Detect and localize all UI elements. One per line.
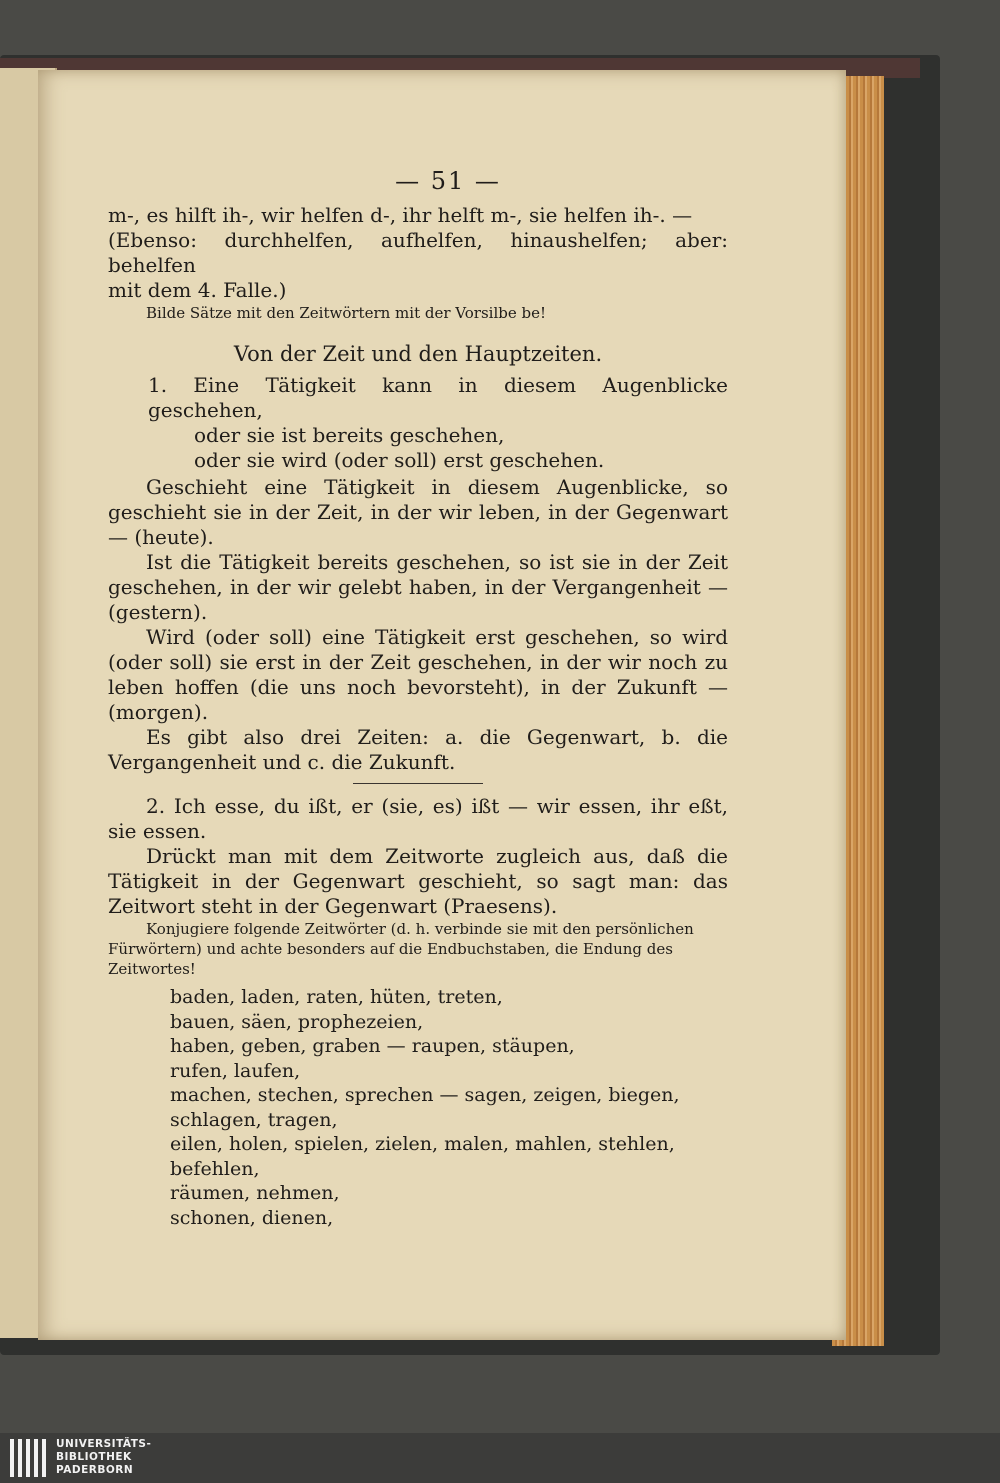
library-name-line: UNIVERSITÄTS- [56,1438,152,1450]
exercise-line: Bilde Sätze mit den Zeitwörtern mit der Vorsilbe be! [146,304,546,322]
text-line: mit dem 4. Falle.) [108,278,287,302]
library-footer [0,1433,1000,1483]
paragraph: oder sie wird (oder soll) erst geschehen. [194,448,605,472]
divider [353,783,483,784]
paragraph: Wird (oder soll) eine Tätigkeit erst geschehen, so wird (oder soll) sie erst in der Zeit geschehen, in der wir noch zu leben hoffen (die uns noch bevorsteht), in der Zukunft — (morgen). [108,625,728,724]
library-name [56,1438,151,1477]
paragraph: Ist die Tätigkeit bereits geschehen, so ist sie in der Zeit geschehen, in der wir gelebt haben, in der Vergangenheit — (gestern). [108,550,728,624]
verb-line: schonen, dienen, [170,1206,334,1229]
page-content [108,167,728,1230]
paragraph: Es gibt also drei Zeiten: a. die Gegenwart, b. die Vergangenheit und c. die Zukunft. [108,725,728,774]
paragraph: oder sie ist bereits geschehen, [194,423,505,447]
library-name-line: PADERBORN [56,1464,134,1476]
section-heading: Von der Zeit und den Hauptzeiten. [233,342,603,366]
verb-line: baden, laden, raten, hüten, treten, [170,986,503,1008]
paragraph: 1. Eine Tätigkeit kann in diesem Augenblicke geschehen, [148,373,728,422]
text-line: m-, es hilft ih-, wir helfen d-, ihr helft m-, sie helfen ih-. — [108,203,693,227]
verb-line: räumen, nehmen, [170,1182,340,1204]
exercise-paragraph: Konjugiere folgende Zeitwörter (d. h. verbinde sie mit den persönlichen Fürwörtern) und achte besonders auf die Endbuchstaben, die Endung des Zeitwortes! [108,920,694,978]
paragraph: Geschieht eine Tätigkeit in diesem Augenblicke, so geschieht sie in der Zeit, in der wir leben, in der Gegenwart — (heute). [108,475,728,549]
page-number: — 51 — [395,167,501,195]
library-name-line: BIBLIOTHEK [56,1451,132,1463]
library-logo-icon [8,1437,50,1479]
verb-list [170,985,728,1230]
verb-line: bauen, säen, prophezeien, [170,1010,424,1033]
text-line: (Ebenso: durchhelfen, aufhelfen, hinaushelfen; aber: behelfen [108,228,728,277]
paragraph: 2. Ich esse, du ißt, er (sie, es) ißt — wir essen, ihr eßt, sie essen. [108,794,728,843]
verb-line: rufen, laufen, [170,1059,301,1082]
verb-line: eilen, holen, spielen, zielen, malen, mahlen, stehlen, befehlen, [170,1133,675,1180]
paragraph: Drückt man mit dem Zeitworte zugleich aus, daß die Tätigkeit in der Gegenwart geschieht, so sagt man: das Zeitwort steht in der Gegenwart (Praesens). [108,844,728,918]
verb-line: machen, stechen, sprechen — sagen, zeigen, biegen, schlagen, tragen, [170,1084,680,1131]
verb-line: haben, geben, graben — raupen, stäupen, [170,1035,575,1057]
